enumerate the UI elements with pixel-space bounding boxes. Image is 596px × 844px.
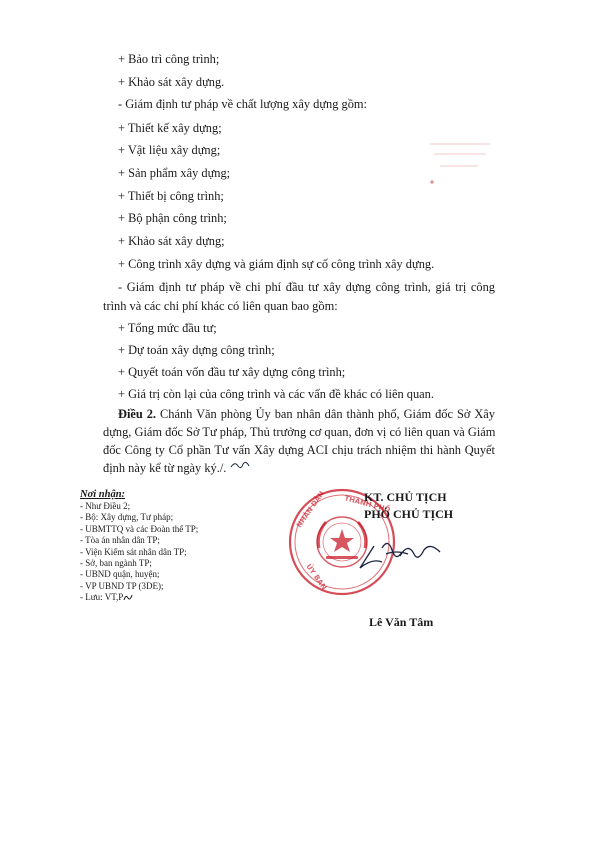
recipient-item: - Như Điều 2; <box>80 501 131 511</box>
recipient-item: - UBND quận, huyện; <box>80 569 160 580</box>
article-2-text: Chánh Văn phòng Ủy ban nhân dân thành phố, Giám đốc Sở Xây <box>156 407 495 421</box>
list-item: + Dự toán xây dựng công trình; <box>118 343 275 357</box>
list-item: + Công trình xây dựng và giám định sự cố công trình xây dựng. <box>118 257 435 271</box>
list-item: + Quyết toán vốn đầu tư xây dựng công trình; <box>118 365 346 379</box>
recipient-item <box>80 592 198 603</box>
recipients-block <box>80 488 198 604</box>
list-item: + Tổng mức đầu tư; <box>118 321 217 335</box>
article-2-line <box>118 405 495 424</box>
recipient-item: - Viện Kiểm sát nhân dân TP; <box>80 546 187 557</box>
article-2-line: định này kể từ ngày ký./. <box>103 461 227 475</box>
list-item: + Khảo sát xây dựng; <box>118 234 225 248</box>
recipients-title: Nơi nhận: <box>80 489 126 500</box>
cost-paragraph-line: - Giám định tư pháp về chi phí đầu tư xây dựng công trình, giá trị công <box>118 280 495 294</box>
list-item: + Bộ phận công trình; <box>118 211 227 225</box>
section-heading: - Giám định tư pháp về chất lượng xây dựng gồm: <box>118 97 367 111</box>
list-item: + Vật liệu xây dựng; <box>118 143 221 157</box>
article-2-label: Điều 2. <box>118 407 157 421</box>
list-item: + Khảo sát xây dựng. <box>118 75 225 89</box>
recipient-item: - Sở, ban ngành TP; <box>80 558 152 569</box>
signature-title-1: KT. CHỦ TỊCH <box>364 490 447 504</box>
cost-paragraph-line: trình và các chi phí khác có liên quan bao gồm: <box>103 299 338 313</box>
recipient-item: - Tòa án nhân dân TP; <box>80 535 160 546</box>
signer-name: Lê Văn Tâm <box>369 615 434 629</box>
list-item: + Giá trị còn lại của công trình và các vấn đề khác có liên quan. <box>118 387 434 401</box>
recipient-item: - Bộ: Xây dựng, Tư pháp; <box>80 512 174 523</box>
recipient-archive: - Lưu: VT,P <box>80 592 124 603</box>
handwritten-signature <box>352 528 452 580</box>
signature-title-2: PHÓ CHỦ TỊCH <box>364 507 454 521</box>
list-item: + Thiết bị công trình; <box>118 189 224 203</box>
svg-text:ỦY BAN: ỦY BAN <box>304 562 329 592</box>
initials-mark <box>229 458 251 472</box>
list-item: + Thiết kế xây dựng; <box>118 121 222 135</box>
article-2-line: dựng, Giám đốc Sở Tư pháp, Thủ trưởng cơ quan, đơn vị có liên quan và Giám <box>103 425 496 439</box>
recipient-item: - UBMTTQ và các Đoàn thể TP; <box>80 523 199 534</box>
svg-text:NHÂN DÂN: NHÂN DÂN <box>295 489 327 530</box>
handwritten-initial-mark <box>123 592 133 602</box>
list-item: + Bảo trì công trình; <box>118 52 220 66</box>
article-2-line: đốc Công ty Cổ phần Tư vấn Xây dựng ACI chịu trách nhiệm thi hành Quyết <box>103 443 495 457</box>
list-item: + Sản phẩm xây dựng; <box>118 166 231 180</box>
bleed-through-marks <box>420 132 500 192</box>
recipient-item: - VP UBND TP (3DE); <box>80 580 164 591</box>
svg-text:THÀNH PHỐ: THÀNH PHỐ <box>343 494 392 515</box>
